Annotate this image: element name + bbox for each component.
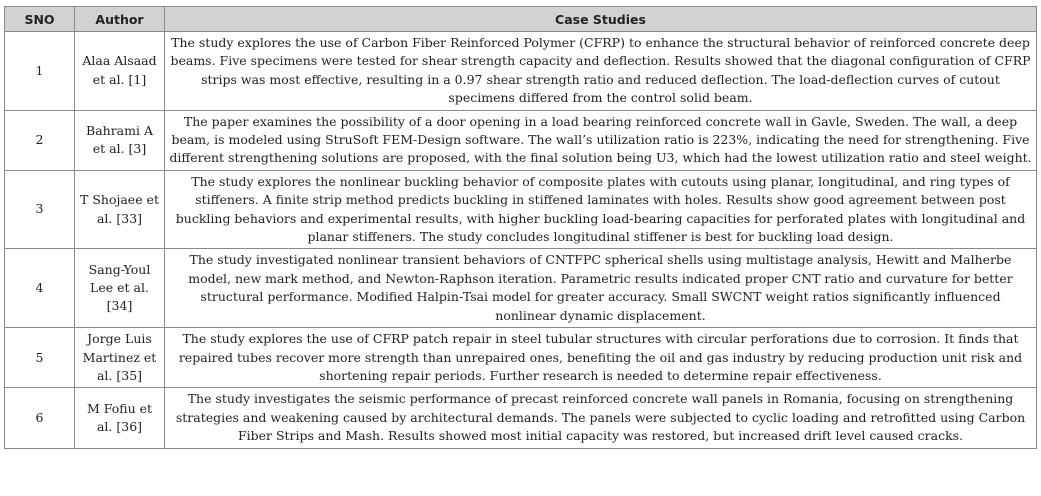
- header-author: Author: [75, 7, 165, 32]
- header-case-studies: Case Studies: [165, 7, 1037, 32]
- author-cell: Alaa Alsaad et al. [1]: [75, 32, 165, 111]
- sno-cell: 5: [5, 328, 75, 388]
- case-study-cell: The study investigated nonlinear transient behaviors of CNTFPC spherical shells using multistage analysis, Hewitt and Malherbe model, new mark method, and Newton-Raphson iteration. Parametric results indicated proper CNT ratio and curvature for better structural performance. Modified Halpin-Tsai model for greater accuracy. Small SWCNT weight ratios significantly influenced nonlinear dynamic displacement.: [165, 249, 1037, 328]
- author-cell: Jorge Luis Martinez et al. [35]: [75, 328, 165, 388]
- sno-cell: 1: [5, 32, 75, 111]
- header-row: [5, 7, 1037, 32]
- sno-cell: 4: [5, 249, 75, 328]
- case-studies-table: [4, 6, 1037, 449]
- sno-cell: 2: [5, 110, 75, 170]
- author-cell: T Shojaee et al. [33]: [75, 170, 165, 249]
- sno-cell: 6: [5, 388, 75, 448]
- table-row: [5, 110, 1037, 170]
- header-sno: SNO: [5, 7, 75, 32]
- table-row: [5, 388, 1037, 448]
- case-study-cell: The paper examines the possibility of a door opening in a load bearing reinforced concrete wall in Gavle, Sweden. The wall, a deep beam, is modeled using StruSoft FEM-Design software. The wall’s utilization ratio is 223%, indicating the need for strengthening. Five different strengthening solutions are proposed, with the final solution being U3, which had the lowest utilization ratio and steel weight.: [165, 110, 1037, 170]
- sno-cell: 3: [5, 170, 75, 249]
- table-row: [5, 170, 1037, 249]
- table-row: [5, 328, 1037, 388]
- author-cell: Sang-Youl Lee et al. [34]: [75, 249, 165, 328]
- table-row: [5, 32, 1037, 111]
- case-study-cell: The study investigates the seismic performance of precast reinforced concrete wall panels in Romania, focusing on strengthening strategies and weakening caused by architectural demands. The panels were subjected to cyclic loading and retrofitted using Carbon Fiber Strips and Mash. Results showed most initial capacity was restored, but increased drift level caused cracks.: [165, 388, 1037, 448]
- case-study-cell: The study explores the use of Carbon Fiber Reinforced Polymer (CFRP) to enhance the structural behavior of reinforced concrete deep beams. Five specimens were tested for shear strength capacity and deflection. Results showed that the diagonal configuration of CFRP strips was most effective, resulting in a 0.97 shear strength ratio and reduced deflection. The load-deflection curves of cutout specimens differed from the control solid beam.: [165, 32, 1037, 111]
- case-study-cell: The study explores the use of CFRP patch repair in steel tubular structures with circular perforations due to corrosion. It finds that repaired tubes recover more strength than unrepaired ones, benefiting the oil and gas industry by reducing production unit risk and shortening repair periods. Further research is needed to determine repair effectiveness.: [165, 328, 1037, 388]
- author-cell: Bahrami A et al. [3]: [75, 110, 165, 170]
- table-row: [5, 249, 1037, 328]
- case-study-cell: The study explores the nonlinear buckling behavior of composite plates with cutouts using planar, longitudinal, and ring types of stiffeners. A finite strip method predicts buckling in stiffened laminates with holes. Results show good agreement between post buckling behaviors and experimental results, with higher buckling load-bearing capacities for perforated plates with longitudinal and planar stiffeners. The study concludes longitudinal stiffener is best for buckling load design.: [165, 170, 1037, 249]
- author-cell: M Fofiu et al. [36]: [75, 388, 165, 448]
